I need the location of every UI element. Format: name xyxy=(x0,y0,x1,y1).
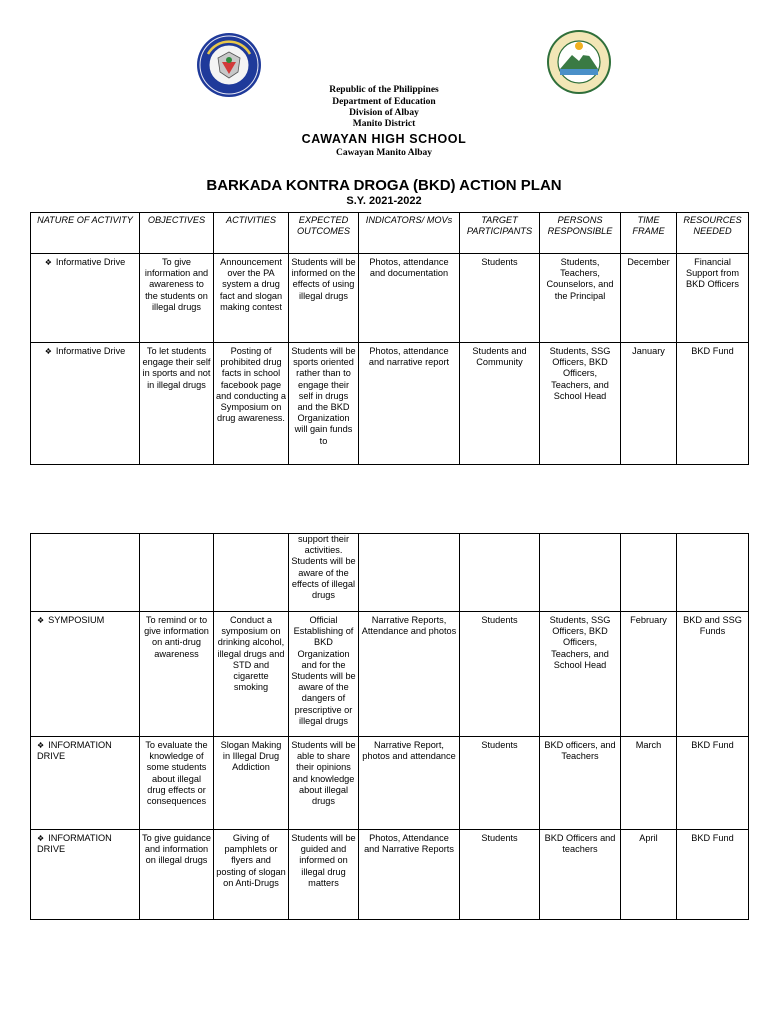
participants-cell: Students and Community xyxy=(460,343,540,465)
resources-cell: BKD Fund xyxy=(677,343,749,465)
indicators-cell: Narrative Reports, Attendance and photos xyxy=(359,612,460,737)
activities-cell: Giving of pamphlets or flyers and posting of slogan on Anti-Drugs xyxy=(214,830,289,920)
participants-cell: Students xyxy=(460,612,540,737)
indicators-cell: Narrative Report, photos and attendance xyxy=(359,737,460,830)
nature-cell xyxy=(31,534,140,612)
time-cell: April xyxy=(621,830,677,920)
indicators-cell: Photos, attendance and narrative report xyxy=(359,343,460,465)
indicators-cell: Photos, Attendance and Narrative Reports xyxy=(359,830,460,920)
activities-cell xyxy=(214,534,289,612)
outcomes-cell: Students will be informed on the effects of using illegal drugs xyxy=(289,254,359,343)
objectives-cell: To remind or to give information on anti-drug awareness xyxy=(140,612,214,737)
objectives-cell: To give guidance and information on illegal drugs xyxy=(140,830,214,920)
action-plan-table-page2 xyxy=(30,533,749,920)
document-title: BARKADA KONTRA DROGA (BKD) ACTION PLAN xyxy=(206,177,562,194)
outcomes-cell: Students will be able to share their opinions and knowledge about illegal drugs xyxy=(289,737,359,830)
activities-cell: Conduct a symposium on drinking alcohol, illegal drugs and STD and cigarette smoking xyxy=(214,612,289,737)
nature-cell: ❖ SYMPOSIUM xyxy=(31,612,140,737)
header-time: TIME FRAME xyxy=(621,213,677,254)
nature-cell: ❖ INFORMATION DRIVE xyxy=(31,737,140,830)
table-row xyxy=(31,254,749,343)
time-cell: March xyxy=(621,737,677,830)
bullet-icon: ❖ xyxy=(44,347,52,356)
school-year: S.Y. 2021-2022 xyxy=(346,195,422,207)
participants-cell: Students xyxy=(460,737,540,830)
republic-line: Republic of the Philippines xyxy=(329,85,439,95)
table-row xyxy=(31,830,749,920)
header-resources: RESOURCES NEEDED xyxy=(677,213,749,254)
participants-cell: Students xyxy=(460,830,540,920)
persons-cell: BKD officers, and Teachers xyxy=(540,737,621,830)
time-cell: December xyxy=(621,254,677,343)
time-cell: February xyxy=(621,612,677,737)
header-activities: ACTIVITIES xyxy=(214,213,289,254)
table-row xyxy=(31,612,749,737)
outcomes-cell: Official Establishing of BKD Organization and for the Students will be aware of the dangers of prescriptive or illegal drugs xyxy=(289,612,359,737)
indicators-cell xyxy=(359,534,460,612)
outcomes-cell: Students will be guided and informed on illegal drug matters xyxy=(289,830,359,920)
objectives-cell: To give information and awareness to the students on illegal drugs xyxy=(140,254,214,343)
school-address: Cawayan Manito Albay xyxy=(335,148,433,158)
activities-cell: Announcement over the PA system a drug fact and slogan making contest xyxy=(214,254,289,343)
header-outcomes: EXPECTED OUTCOMES xyxy=(289,213,359,254)
resources-cell: BKD Fund xyxy=(677,737,749,830)
objectives-cell: To let students engage their self in sports and not in illegal drugs xyxy=(140,343,214,465)
nature-cell: ❖ INFORMATION DRIVE xyxy=(31,830,140,920)
persons-cell: Students, SSG Officers, BKD Officers, Teachers, and School Head xyxy=(540,612,621,737)
header-nature: NATURE OF ACTIVITY xyxy=(31,213,140,254)
table-row xyxy=(31,737,749,830)
resources-cell: Financial Support from BKD Officers xyxy=(677,254,749,343)
participants-cell xyxy=(460,534,540,612)
time-cell xyxy=(621,534,677,612)
persons-cell: BKD Officers and teachers xyxy=(540,830,621,920)
header-persons: PERSONS RESPONSIBLE xyxy=(540,213,621,254)
persons-cell: Students, SSG Officers, BKD Officers, Teachers, and School Head xyxy=(540,343,621,465)
persons-cell xyxy=(540,534,621,612)
persons-cell: Students, Teachers, Counselors, and the Principal xyxy=(540,254,621,343)
division-line: Division of Albay xyxy=(349,108,419,118)
header-participants: TARGET PARTICIPANTS xyxy=(460,213,540,254)
activities-cell: Posting of prohibited drug facts in school facebook page and conducting a Symposium on drug awareness. xyxy=(214,343,289,465)
bullet-icon: ❖ xyxy=(37,616,45,625)
resources-cell: BKD and SSG Funds xyxy=(677,612,749,737)
bullet-icon: ❖ xyxy=(37,834,45,843)
objectives-cell: To evaluate the knowledge of some students about illegal drug effects or consequences xyxy=(140,737,214,830)
header-objectives: OBJECTIVES xyxy=(140,213,214,254)
time-cell: January xyxy=(621,343,677,465)
objectives-cell xyxy=(140,534,214,612)
school-name: CAWAYAN HIGH SCHOOL xyxy=(301,132,467,146)
header-indicators: INDICATORS/ MOVs xyxy=(359,213,460,254)
participants-cell: Students xyxy=(460,254,540,343)
nature-cell: ❖ Informative Drive xyxy=(31,343,140,465)
resources-cell: BKD Fund xyxy=(677,830,749,920)
indicators-cell: Photos, attendance and documentation xyxy=(359,254,460,343)
table-header-row xyxy=(31,213,749,254)
resources-cell xyxy=(677,534,749,612)
activities-cell: Slogan Making in Illegal Drug Addiction xyxy=(214,737,289,830)
outcomes-cell: support their activities. Students will be aware of the effects of illegal drugs xyxy=(289,534,359,612)
nature-cell: ❖ Informative Drive xyxy=(31,254,140,343)
bullet-icon: ❖ xyxy=(37,741,45,750)
table-row xyxy=(31,343,749,465)
action-plan-table-page1 xyxy=(30,212,749,465)
department-line: Department of Education xyxy=(332,97,436,107)
district-line: Manito District xyxy=(352,119,416,129)
outcomes-cell: Students will be sports oriented rather than to engage their self in drugs and the BKD Organization will gain funds to xyxy=(289,343,359,465)
bullet-icon: ❖ xyxy=(44,258,52,267)
table-row xyxy=(31,534,749,612)
